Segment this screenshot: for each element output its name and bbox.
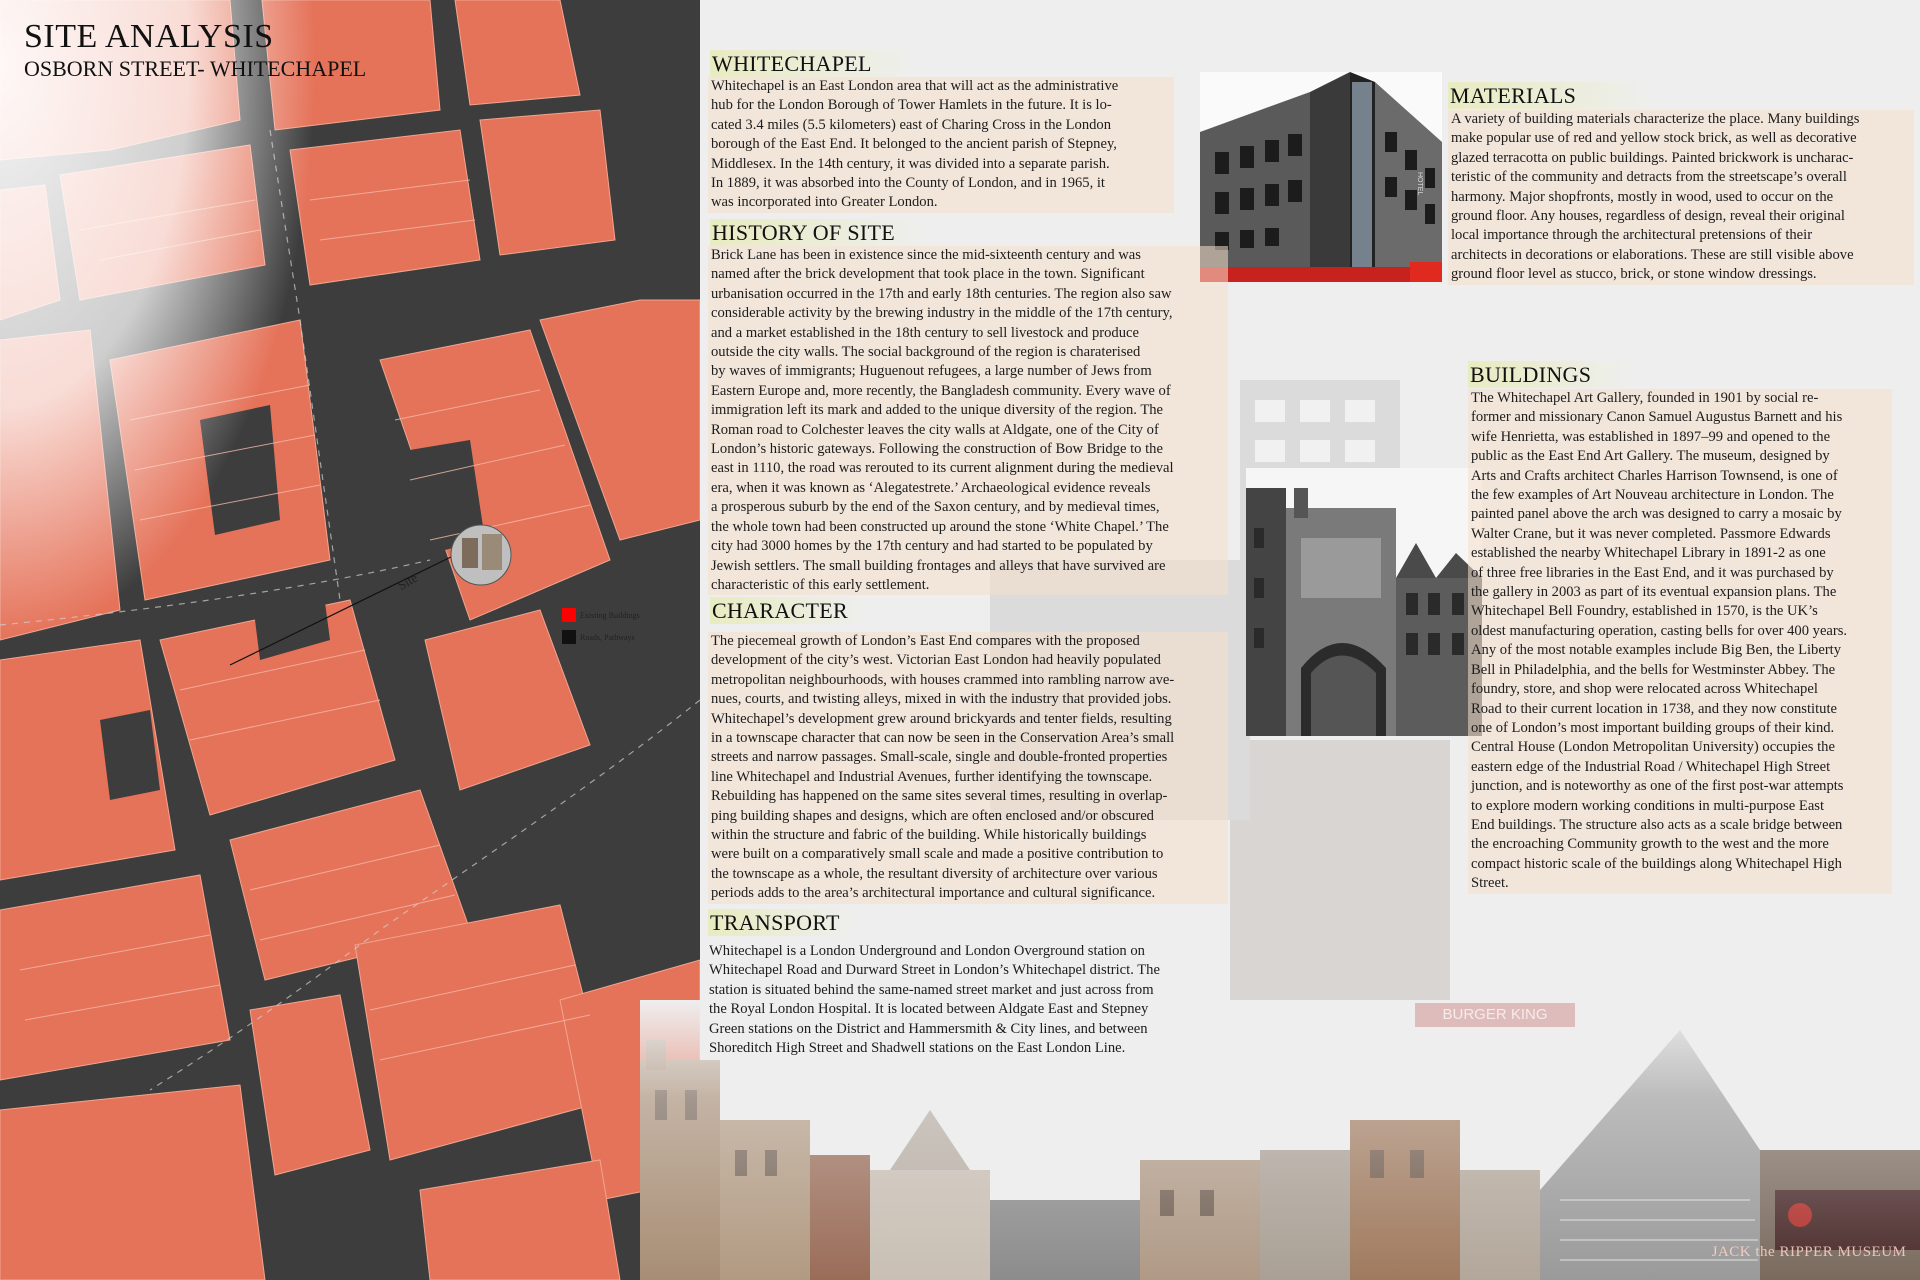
text-line: considerable activity by the brewing industry in the middle of the 17th century, (711, 305, 1173, 322)
text-line: the encroaching Community growth to the west and the more (1471, 836, 1829, 853)
text-line: painted panel above the arch was designed to carry a mosaic by (1471, 506, 1842, 523)
text-line: cated 3.4 miles (5.5 kilometers) east of Charing Cross in the London (711, 116, 1112, 133)
text-line: borough of the East End. It belonged to the ancient parish of Stepney, (711, 136, 1117, 153)
legend-label: Roads, Pathways (580, 632, 635, 642)
text-line: development of the city’s west. Victorian East London had heavily populated (711, 652, 1161, 669)
text-line: was incorporated into Greater London. (711, 194, 938, 211)
text-line: ground floor level as stucco, brick, or stone window dressings. (1451, 266, 1817, 283)
text-line: the whole town had been constructed up around the stone ‘White Chapel.’ The (711, 518, 1169, 535)
page-title: SITE ANALYSIS (24, 18, 274, 55)
paragraph-materials (1448, 110, 1914, 285)
text-line: city had 3000 homes by the 17th century and had started to be populated by (711, 538, 1153, 555)
text-line: End buildings. The structure also acts as a scale bridge between (1471, 816, 1843, 833)
text-line: The Whitechapel Art Gallery, founded in 1901 by social re- (1471, 390, 1819, 406)
heading-buildings: BUILDINGS (1468, 361, 1636, 388)
paragraph-transport (706, 942, 1212, 1058)
text-line: within the structure and fabric of the building. While historically buildings (711, 827, 1147, 844)
text-line: Whitechapel is a London Underground and London Overground station on (709, 943, 1145, 959)
hotel-photo (1200, 72, 1442, 282)
text-line: wife Henrietta, was established in 1897–99 and opened to the (1471, 428, 1831, 445)
hotel-sign: HOTEL (1416, 172, 1423, 196)
text-line: Arts and Crafts architect Charles Harrison Townsend, is one of (1471, 467, 1838, 484)
text-line: The piecemeal growth of London’s East End compares with the proposed (711, 633, 1140, 649)
text-line: Any of the most notable examples include Big Ben, the Liberty (1471, 642, 1842, 659)
text-line: Whitechapel’s development grew around brickyards and tenter fields, resulting (711, 710, 1172, 727)
text-line: glazed terracotta on public buildings. Painted brickwork is uncharac- (1451, 149, 1854, 166)
heading-history: HISTORY OF SITE (710, 219, 928, 246)
text-line: public as the East End Art Gallery. The museum, designed by (1471, 448, 1830, 465)
legend-existing-buildings (562, 608, 640, 622)
text-line: A variety of building materials characterize the place. Many buildings (1451, 111, 1860, 127)
text-line: Eastern Europe and, more recently, the Bangladesh community. Every wave of (711, 382, 1171, 399)
text-line: Road to their current location in 1738, and they now constitute (1471, 700, 1837, 717)
legend-swatch-red (562, 608, 576, 622)
text-line: Bell in Philadelphia, and the bells for Westminster Abbey. The (1471, 661, 1836, 678)
text-line: urbanisation occurred in the 17th and early 18th centuries. The region also saw (711, 285, 1172, 302)
text-line: era, when it was known as ‘Alegatestrete.’ Archaeological evidence reveals (711, 479, 1151, 496)
text-line: of three free libraries in the East End, and it was purchased by (1471, 564, 1834, 581)
page-subtitle: OSBORN STREET- WHITECHAPEL (24, 56, 367, 81)
text-line: station is situated behind the same-named street market and just across from (709, 981, 1154, 998)
art-gallery-photo (1246, 468, 1482, 736)
heading-materials: MATERIALS (1448, 82, 1656, 109)
text-line: teristic of the community and detracts from the streetscape’s overall (1451, 169, 1847, 186)
heading-character: CHARACTER (710, 597, 868, 624)
text-line: the townscape as a whole, the resultant diversity of architecture over various (711, 865, 1158, 882)
text-line: local importance through the architectural pretensions of their (1451, 227, 1813, 244)
text-line: periods adds to the area’s architectural importance and cultural significance. (711, 885, 1156, 902)
text-line: nues, courts, and twisting alleys, mixed in with the industry that provided jobs. (711, 691, 1172, 708)
text-line: Rebuilding has happened on the same sites several times, resulting in overlap- (711, 788, 1168, 805)
text-line: oldest manufacturing operation, casting bells for over 400 years. (1471, 622, 1848, 639)
text-line: make popular use of red and yellow stock brick, as well as decorative (1451, 130, 1857, 147)
ripper-museum-sign: JACK the RIPPER MUSEUM (1711, 1244, 1907, 1260)
paragraph-character (708, 632, 1228, 904)
text-line: established the nearby Whitechapel Library in 1891-2 as one (1471, 545, 1826, 562)
text-line: in a townscape character that can now be seen in the Conservation Area’s small (711, 730, 1175, 747)
text-line: Middlesex. In the 14th century, it was divided into a separate parish. (711, 155, 1110, 172)
text-line: Shoreditch High Street and Shadwell stations on the East London Line. (709, 1040, 1126, 1057)
paragraph-whitechapel (708, 77, 1174, 213)
text-line: eastern edge of the Industrial Road / Whitechapel High Street (1471, 758, 1831, 775)
text-line: streets and narrow passages. Small-scale, single and double-fronted properties (711, 749, 1168, 766)
text-line: a prosperous suburb by the end of the Saxon century, and by medieval times, (711, 499, 1160, 516)
text-line: Whitechapel is an East London area that will act as the administrative (711, 78, 1119, 94)
text-line: architects in decorations or elaborations. These are still visible above (1451, 246, 1854, 263)
text-line: were built on a comparatively small scale and made a positive contribution to (711, 846, 1164, 863)
text-line: foundry, store, and shop were relocated across Whitechapel (1471, 681, 1818, 698)
text-line: and a market established in the 18th century to sell livestock and produce (711, 324, 1139, 341)
text-line: the Royal London Hospital. It is located between Aldgate East and Stepney (709, 1001, 1149, 1018)
text-line: immigration left its mark and added to the unique diversity of the region. The (711, 402, 1164, 419)
text-line: the few examples of Art Nouveau architecture in London. The (1471, 487, 1834, 504)
text-line: east in 1110, the road was rerouted to its current alignment during the medieval (711, 460, 1174, 477)
text-line: former and missionary Canon Samuel Augustus Barnett and his (1471, 409, 1843, 426)
legend-swatch-black (562, 630, 576, 644)
paragraph-buildings (1468, 389, 1892, 894)
site-label: Site (395, 569, 421, 593)
text-line: Walter Crane, but it was never completed. Passmore Edwards (1471, 525, 1831, 542)
text-line: one of London’s most important building groups of their kind. (1471, 719, 1835, 736)
text-line: outside the city walls. The social background of the region is charaterised (711, 344, 1141, 361)
text-line: junction, and is noteworthy as one of the first post-war attempts (1471, 778, 1844, 795)
text-line: London’s historic gateways. Following the construction of Bow Bridge to the (711, 441, 1163, 458)
text-line: compact historic scale of the buildings along Whitechapel High (1471, 855, 1842, 872)
text-line: Street. (1471, 875, 1509, 892)
burger-king-sign: BURGER KING (1415, 1003, 1575, 1027)
text-line: Roman road to Colchester leaves the city walls at Aldgate, one of the City of (711, 421, 1159, 438)
text-line: characteristic of this early settlement. (711, 576, 930, 593)
text-line: Whitechapel Bell Foundry, established in 1570, is the UK’s (1471, 603, 1818, 620)
text-line: Central House (London Metropolitan University) occupies the (1471, 739, 1835, 756)
text-line: harmony. Major shopfronts, mostly in wood, used to occur on the (1451, 188, 1834, 205)
heading-whitechapel: WHITECHAPEL (710, 50, 918, 77)
legend-label: Existing Buildings (580, 610, 640, 620)
text-line: line Whitechapel and Industrial Avenues, further identifying the townscape. (711, 768, 1153, 785)
text-line: the gallery in 2003 as part of its eventual expansion plans. The (1471, 584, 1837, 601)
text-line: In 1889, it was absorbed into the County of London, and in 1965, it (711, 175, 1105, 192)
paragraph-history (708, 246, 1228, 595)
text-line: hub for the London Borough of Tower Hamlets in the future. It is lo- (711, 97, 1112, 114)
text-line: metropolitan neighbourhoods, with houses crammed into rambling narrow ave- (711, 671, 1175, 688)
text-line: named after the brick development that took place in the town. Significant (711, 266, 1145, 283)
text-line: to explore modern working conditions in multi-purpose East (1471, 797, 1825, 814)
heading-transport: TRANSPORT (708, 909, 856, 936)
text-line: Whitechapel Road and Durward Street in London’s Whitechapel district. The (709, 962, 1160, 979)
text-line: ping building shapes and designs, which are often enclosed and/or obscured (711, 807, 1154, 824)
legend-roads (562, 630, 635, 644)
text-line: by waves of immigrants; Huguenout refugees, a large number of Jews from (711, 363, 1152, 380)
text-line: Green stations on the District and Hammersmith & City lines, and between (709, 1020, 1148, 1037)
text-line: Brick Lane has been in existence since the mid-sixteenth century and was (711, 247, 1141, 263)
text-line: ground floor. Any houses, regardless of design, reveal their original (1451, 208, 1845, 225)
text-line: Jewish settlers. The small building frontages and alleys that have survived are (711, 557, 1166, 574)
